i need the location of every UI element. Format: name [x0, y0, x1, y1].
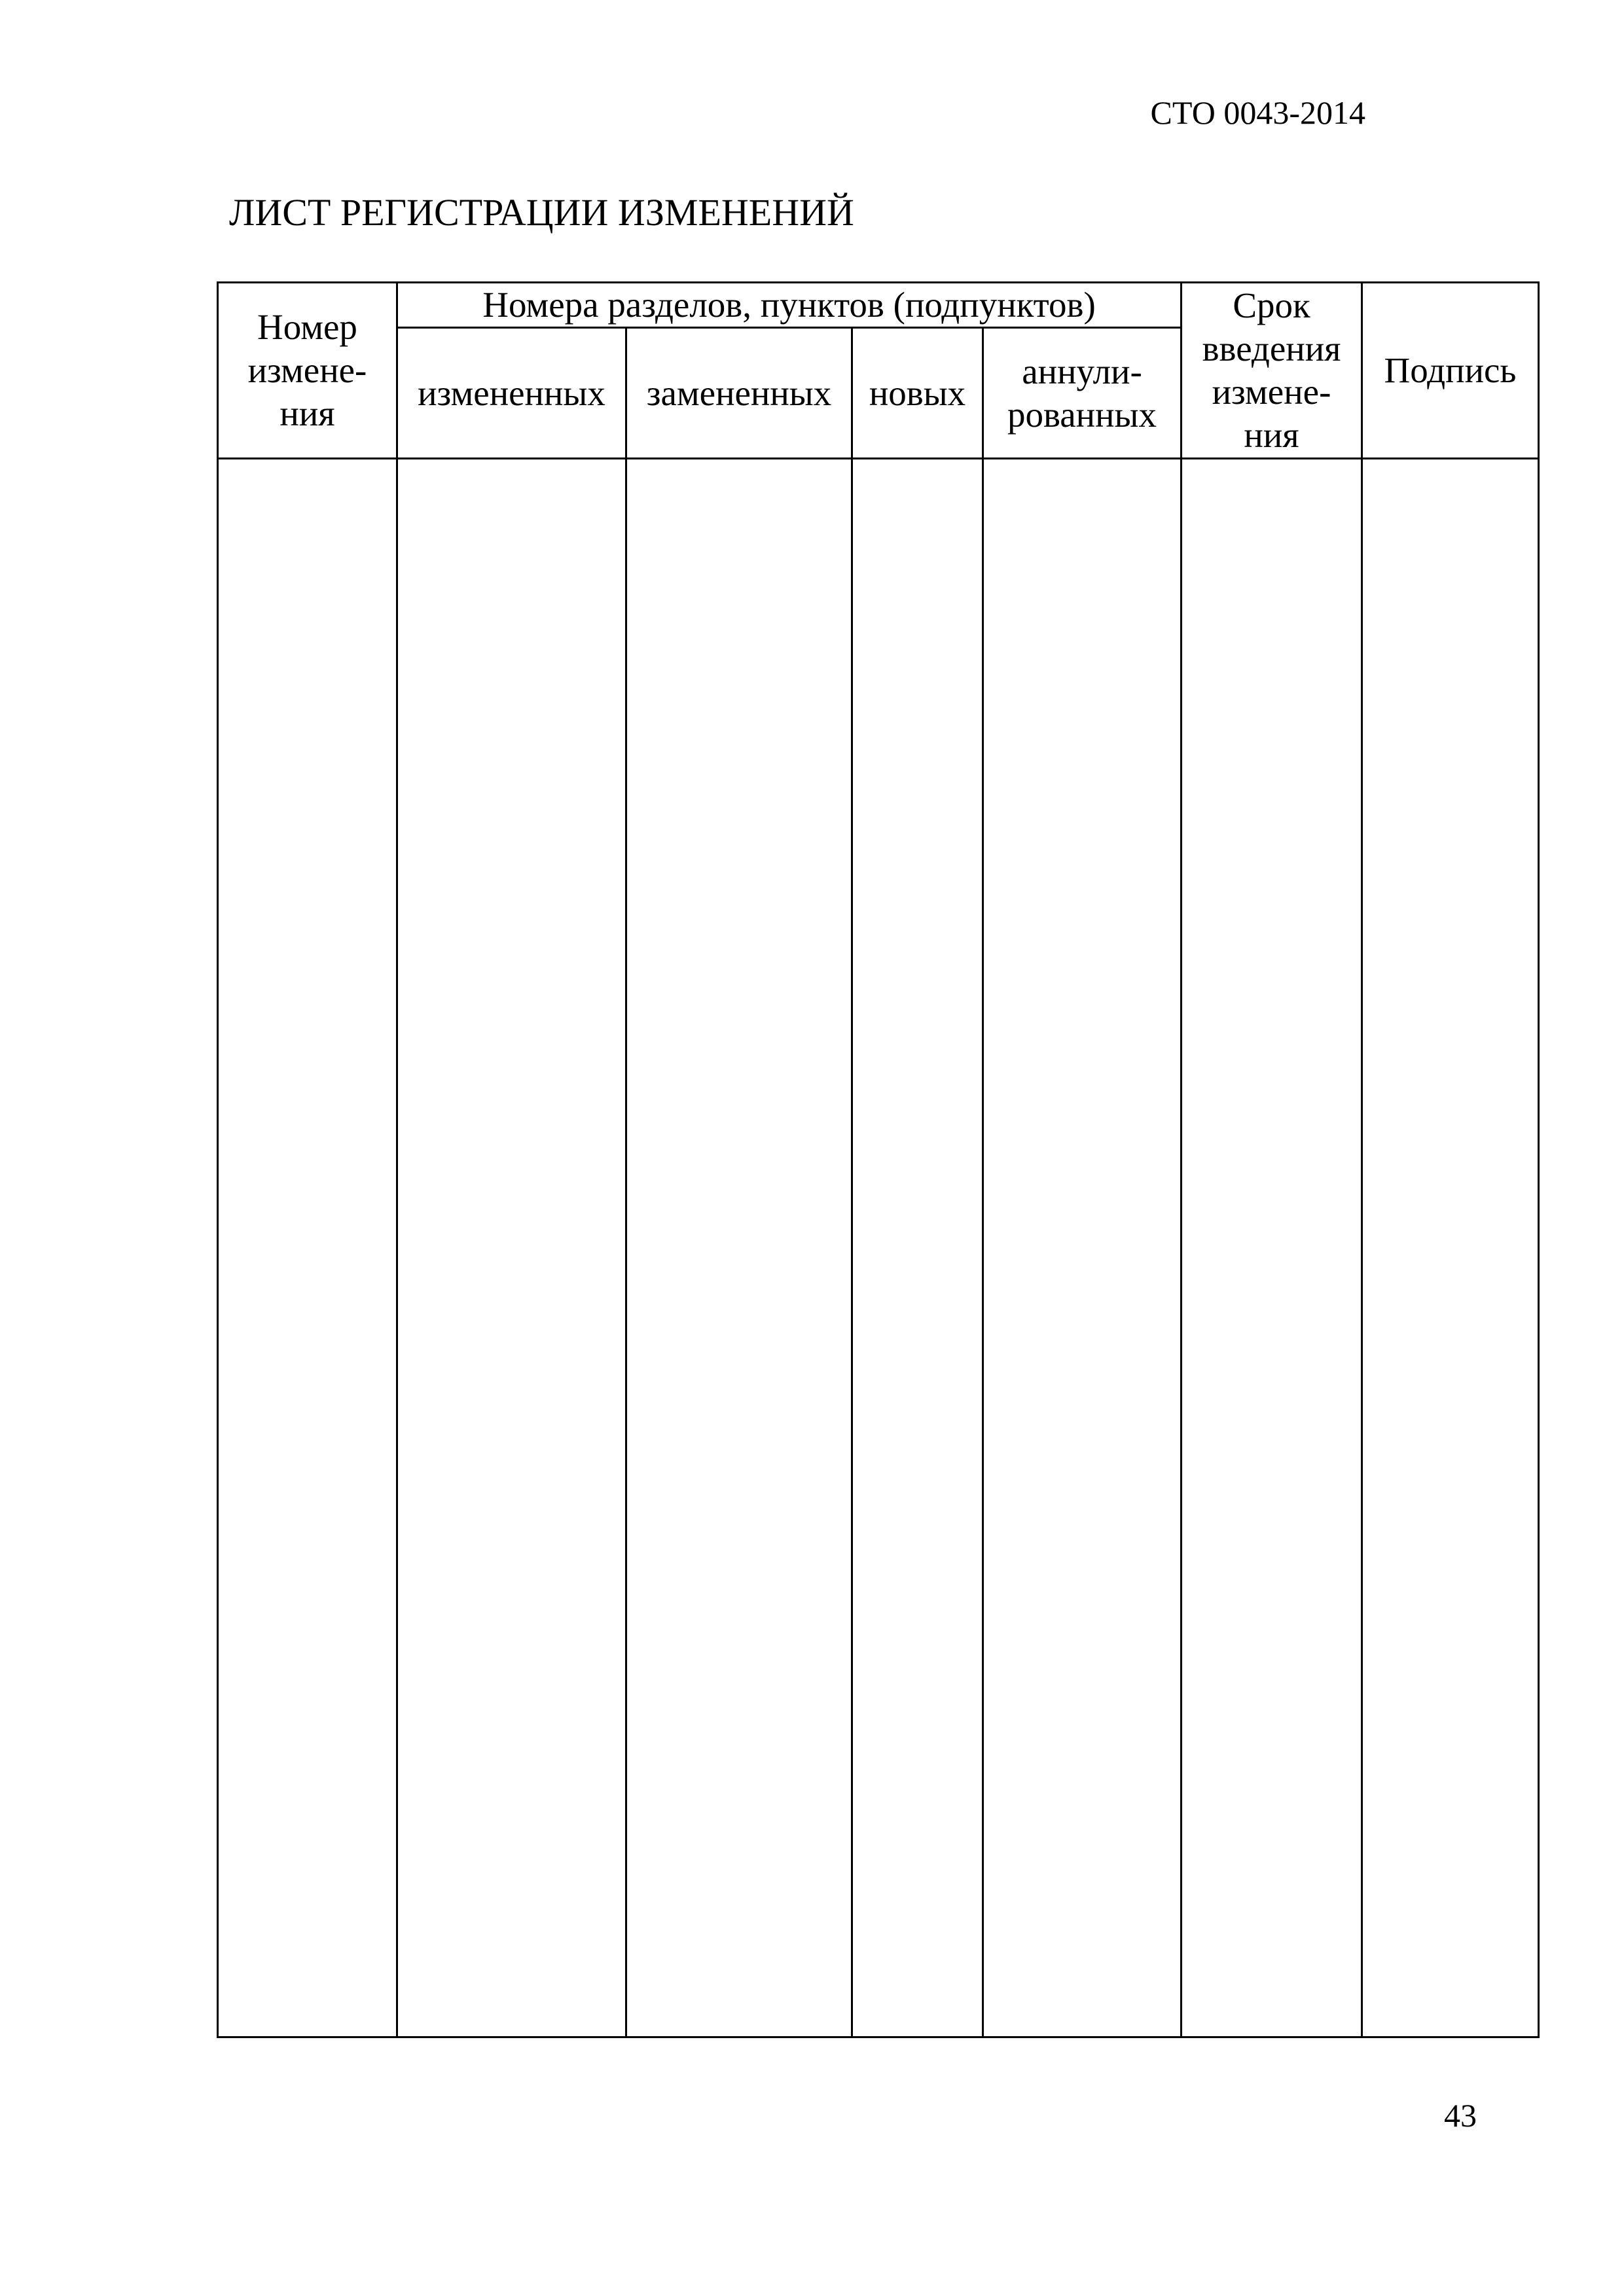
header-new: новых: [852, 328, 983, 459]
document-code: СТО 0043-2014: [1150, 94, 1365, 131]
page-number: 43: [1444, 2097, 1477, 2134]
cell-new: [852, 459, 983, 2037]
header-change-number: Номер измене- ния: [218, 283, 397, 459]
cell-replaced: [626, 459, 852, 2037]
header-section-numbers-group: Номера разделов, пунктов (подпунктов): [397, 283, 1182, 328]
cell-annulled: [983, 459, 1182, 2037]
header-annulled: аннули- рованных: [983, 328, 1182, 459]
page-title: ЛИСТ РЕГИСТРАЦИИ ИЗМЕНЕНИЙ: [229, 191, 854, 234]
header-effective-date: Срок введения измене- ния: [1182, 283, 1362, 459]
cell-changed: [397, 459, 626, 2037]
cell-effective-date: [1182, 459, 1362, 2037]
header-changed: измененных: [397, 328, 626, 459]
cell-signature: [1362, 459, 1539, 2037]
header-signature: Подпись: [1362, 283, 1539, 459]
cell-change-number: [218, 459, 397, 2037]
change-registration-table: [217, 281, 1540, 2038]
header-replaced: замененных: [626, 328, 852, 459]
table-row-empty: [218, 459, 1539, 2037]
